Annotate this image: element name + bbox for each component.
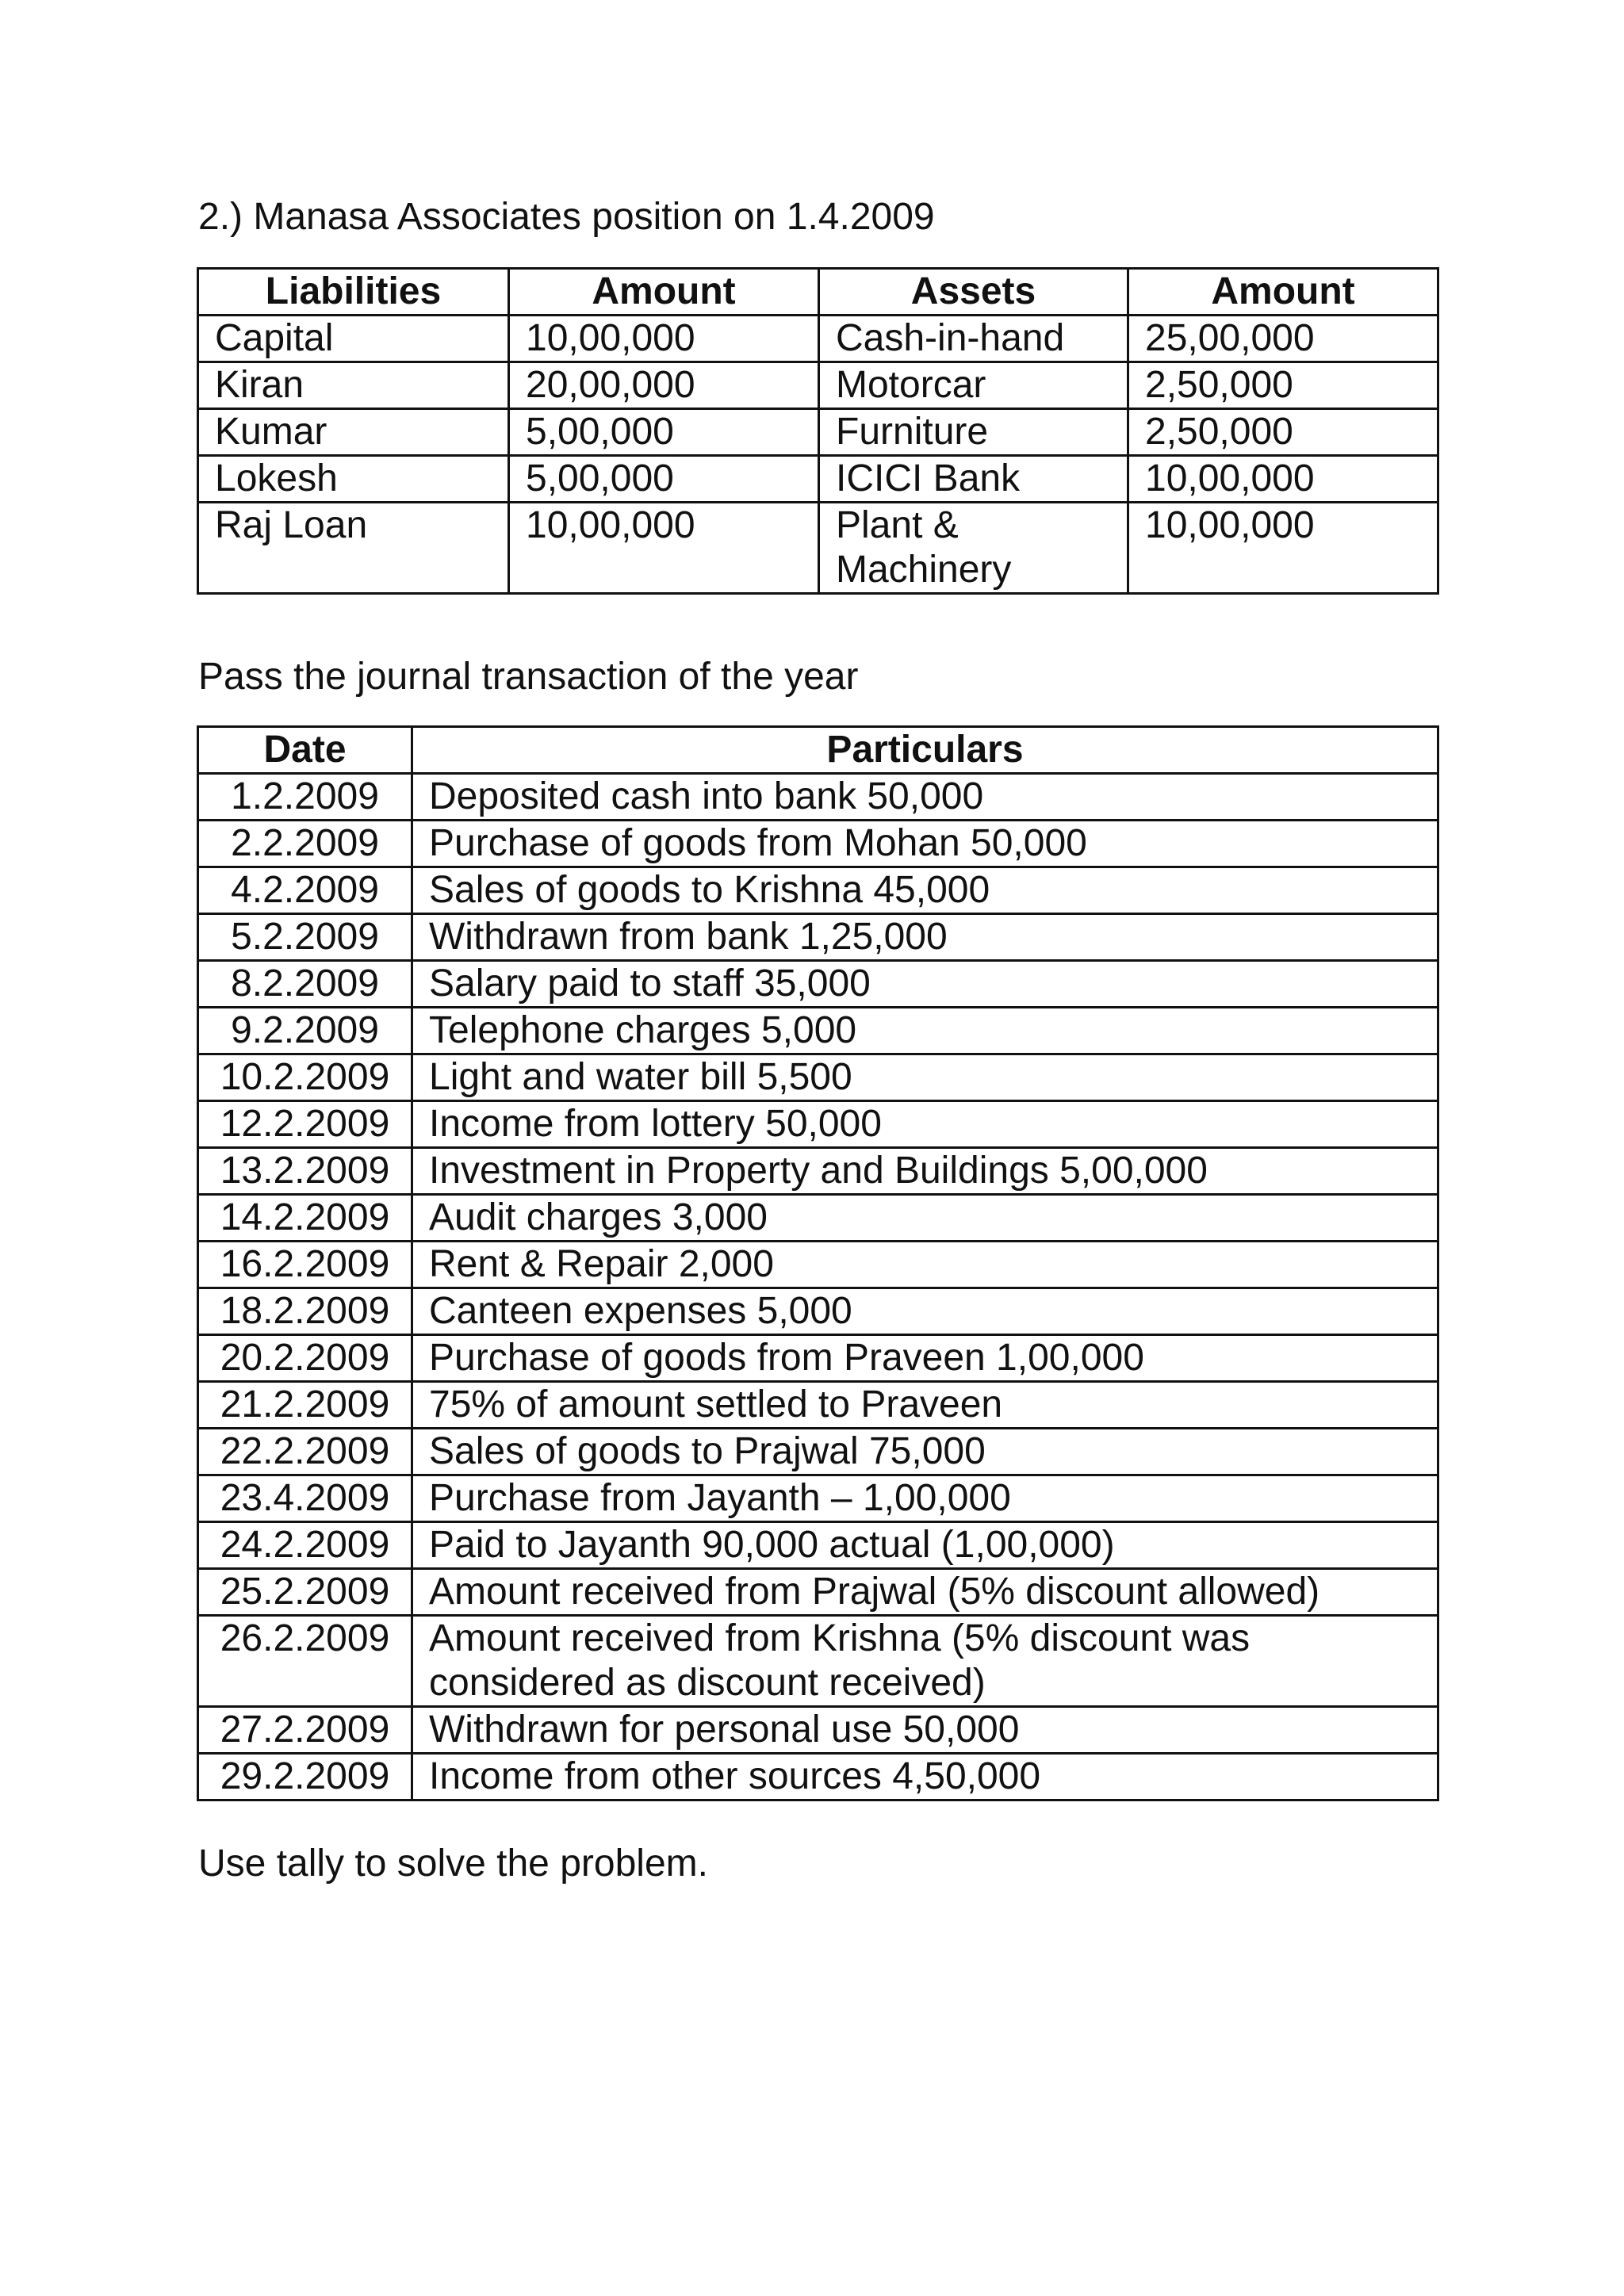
- table-row: [198, 1288, 1438, 1335]
- footer-note: Use tally to solve the problem.: [198, 1843, 708, 1885]
- journal-particulars: Purchase of goods from Praveen 1,00,000: [412, 1335, 1438, 1382]
- table-row: [198, 821, 1438, 867]
- table-row: [198, 774, 1438, 821]
- journal-particulars: Amount received from Prajwal (5% discount allowed): [412, 1569, 1438, 1616]
- journal-date: 14.2.2009: [198, 1195, 412, 1242]
- liability-amount: 5,00,000: [509, 456, 819, 503]
- table-row: [198, 1148, 1438, 1195]
- journal-date: 10.2.2009: [198, 1054, 412, 1101]
- balance-header-row: [198, 269, 1438, 316]
- journal-date: 25.2.2009: [198, 1569, 412, 1616]
- journal-particulars: Deposited cash into bank 50,000: [412, 774, 1438, 821]
- journal-date: 23.4.2009: [198, 1475, 412, 1522]
- journal-date: 27.2.2009: [198, 1707, 412, 1754]
- header-amount: Amount: [1128, 269, 1438, 316]
- header-amount: Amount: [509, 269, 819, 316]
- liability-amount: 10,00,000: [509, 503, 819, 594]
- journal-particulars: 75% of amount settled to Praveen: [412, 1382, 1438, 1429]
- journal-date: 5.2.2009: [198, 914, 412, 961]
- instruction-text: Pass the journal transaction of the year: [198, 656, 859, 698]
- table-row: [198, 1242, 1438, 1288]
- table-row: [198, 1429, 1438, 1475]
- table-row: [198, 1707, 1438, 1754]
- table-row: [198, 867, 1438, 914]
- journal-particulars: Canteen expenses 5,000: [412, 1288, 1438, 1335]
- table-row: [198, 1475, 1438, 1522]
- journal-date: 26.2.2009: [198, 1616, 412, 1707]
- journal-date: 29.2.2009: [198, 1754, 412, 1800]
- journal-particulars: Income from lottery 50,000: [412, 1101, 1438, 1148]
- journal-transactions-table: [197, 725, 1439, 1801]
- journal-particulars: Sales of goods to Krishna 45,000: [412, 867, 1438, 914]
- journal-date: 20.2.2009: [198, 1335, 412, 1382]
- table-row: [198, 1008, 1438, 1054]
- table-row: [198, 914, 1438, 961]
- journal-date: 4.2.2009: [198, 867, 412, 914]
- journal-particulars: Rent & Repair 2,000: [412, 1242, 1438, 1288]
- liability-name: Raj Loan: [198, 503, 509, 594]
- liability-name: Kiran: [198, 362, 509, 409]
- liability-amount: 20,00,000: [509, 362, 819, 409]
- asset-amount: 2,50,000: [1128, 409, 1438, 456]
- table-row: [198, 1569, 1438, 1616]
- table-row: [198, 961, 1438, 1008]
- liability-name: Capital: [198, 316, 509, 362]
- header-date: Date: [198, 727, 412, 774]
- table-row: [198, 316, 1438, 362]
- table-row: [198, 1101, 1438, 1148]
- journal-date: 8.2.2009: [198, 961, 412, 1008]
- table-row: [198, 1616, 1438, 1707]
- journal-date: 22.2.2009: [198, 1429, 412, 1475]
- header-assets: Assets: [819, 269, 1128, 316]
- journal-particulars: Withdrawn from bank 1,25,000: [412, 914, 1438, 961]
- journal-particulars: Paid to Jayanth 90,000 actual (1,00,000): [412, 1522, 1438, 1569]
- journal-particulars: Sales of goods to Prajwal 75,000: [412, 1429, 1438, 1475]
- journal-date: 12.2.2009: [198, 1101, 412, 1148]
- table-row: [198, 1195, 1438, 1242]
- table-row: [198, 503, 1438, 594]
- header-particulars: Particulars: [412, 727, 1438, 774]
- journal-particulars: Investment in Property and Buildings 5,00,000: [412, 1148, 1438, 1195]
- liability-amount: 5,00,000: [509, 409, 819, 456]
- table-row: [198, 1754, 1438, 1800]
- journal-particulars: Salary paid to staff 35,000: [412, 961, 1438, 1008]
- journal-particulars: Purchase of goods from Mohan 50,000: [412, 821, 1438, 867]
- table-row: [198, 362, 1438, 409]
- liability-name: Lokesh: [198, 456, 509, 503]
- asset-name: Plant & Machinery: [819, 503, 1128, 594]
- journal-date: 1.2.2009: [198, 774, 412, 821]
- liability-amount: 10,00,000: [509, 316, 819, 362]
- table-row: [198, 409, 1438, 456]
- header-liabilities: Liabilities: [198, 269, 509, 316]
- journal-date: 16.2.2009: [198, 1242, 412, 1288]
- liability-name: Kumar: [198, 409, 509, 456]
- journal-date: 9.2.2009: [198, 1008, 412, 1054]
- journal-particulars: Light and water bill 5,500: [412, 1054, 1438, 1101]
- journal-particulars: Withdrawn for personal use 50,000: [412, 1707, 1438, 1754]
- asset-amount: 2,50,000: [1128, 362, 1438, 409]
- document-heading: 2.) Manasa Associates position on 1.4.2009: [198, 196, 935, 238]
- table-row: [198, 1382, 1438, 1429]
- journal-date: 18.2.2009: [198, 1288, 412, 1335]
- journal-particulars: Purchase from Jayanth – 1,00,000: [412, 1475, 1438, 1522]
- journal-date: 2.2.2009: [198, 821, 412, 867]
- journal-date: 21.2.2009: [198, 1382, 412, 1429]
- asset-name: Furniture: [819, 409, 1128, 456]
- balance-sheet-table: [197, 267, 1439, 595]
- journal-particulars: Income from other sources 4,50,000: [412, 1754, 1438, 1800]
- asset-name: ICICI Bank: [819, 456, 1128, 503]
- table-row: [198, 1335, 1438, 1382]
- journal-particulars: Amount received from Krishna (5% discount was considered as discount received): [412, 1616, 1438, 1707]
- asset-amount: 10,00,000: [1128, 503, 1438, 594]
- asset-name: Cash-in-hand: [819, 316, 1128, 362]
- table-row: [198, 1054, 1438, 1101]
- asset-amount: 25,00,000: [1128, 316, 1438, 362]
- table-row: [198, 456, 1438, 503]
- journal-particulars: Audit charges 3,000: [412, 1195, 1438, 1242]
- asset-name: Motorcar: [819, 362, 1128, 409]
- journal-date: 24.2.2009: [198, 1522, 412, 1569]
- table-row: [198, 1522, 1438, 1569]
- asset-amount: 10,00,000: [1128, 456, 1438, 503]
- journal-particulars: Telephone charges 5,000: [412, 1008, 1438, 1054]
- journal-date: 13.2.2009: [198, 1148, 412, 1195]
- journal-header-row: [198, 727, 1438, 774]
